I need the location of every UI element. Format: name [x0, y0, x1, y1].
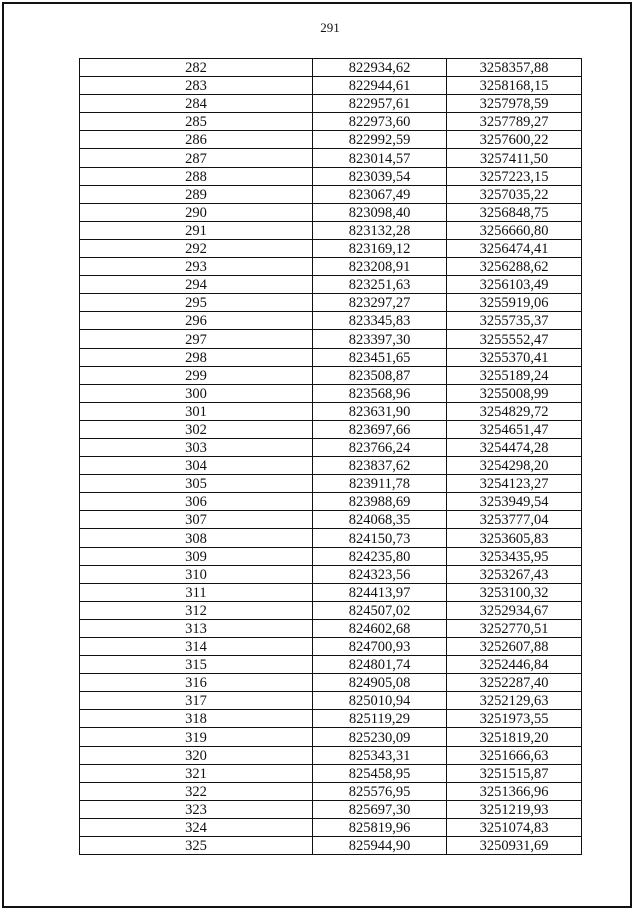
x-coordinate-cell: 823631,90: [313, 402, 447, 420]
point-number-cell: 289: [80, 185, 313, 203]
y-coordinate-cell: 3251819,20: [447, 728, 582, 746]
y-coordinate-cell: 3255552,47: [447, 330, 582, 348]
point-number-cell: 282: [80, 59, 313, 77]
table-row: [80, 185, 582, 203]
x-coordinate-cell: 825230,09: [313, 728, 447, 746]
x-coordinate-cell: 823297,27: [313, 294, 447, 312]
y-coordinate-cell: 3251515,87: [447, 764, 582, 782]
point-number-cell: 314: [80, 638, 313, 656]
y-coordinate-cell: 3256848,75: [447, 203, 582, 221]
point-number-cell: 296: [80, 312, 313, 330]
point-number-cell: 295: [80, 294, 313, 312]
y-coordinate-cell: 3257035,22: [447, 185, 582, 203]
table-row: [80, 77, 582, 95]
point-number-cell: 284: [80, 95, 313, 113]
table-row: [80, 95, 582, 113]
point-number-cell: 313: [80, 619, 313, 637]
y-coordinate-cell: 3257411,50: [447, 149, 582, 167]
x-coordinate-cell: 822934,62: [313, 59, 447, 77]
x-coordinate-cell: 824235,80: [313, 547, 447, 565]
table-row: [80, 547, 582, 565]
y-coordinate-cell: 3255919,06: [447, 294, 582, 312]
x-coordinate-cell: 822957,61: [313, 95, 447, 113]
y-coordinate-cell: 3254829,72: [447, 402, 582, 420]
table-row: [80, 294, 582, 312]
point-number-cell: 285: [80, 113, 313, 131]
x-coordinate-cell: 825343,31: [313, 746, 447, 764]
point-number-cell: 309: [80, 547, 313, 565]
table-row: [80, 583, 582, 601]
y-coordinate-cell: 3257978,59: [447, 95, 582, 113]
point-number-cell: 287: [80, 149, 313, 167]
y-coordinate-cell: 3252129,63: [447, 692, 582, 710]
table-row: [80, 764, 582, 782]
y-coordinate-cell: 3253949,54: [447, 493, 582, 511]
y-coordinate-cell: 3253777,04: [447, 511, 582, 529]
point-number-cell: 311: [80, 583, 313, 601]
table-row: [80, 746, 582, 764]
point-number-cell: 307: [80, 511, 313, 529]
table-row: [80, 565, 582, 583]
point-number-cell: 316: [80, 674, 313, 692]
table-row: [80, 167, 582, 185]
point-number-cell: 310: [80, 565, 313, 583]
point-number-cell: 322: [80, 782, 313, 800]
point-number-cell: 305: [80, 475, 313, 493]
y-coordinate-cell: 3256660,80: [447, 221, 582, 239]
y-coordinate-cell: 3250931,69: [447, 837, 582, 855]
table-row: [80, 511, 582, 529]
y-coordinate-cell: 3257789,27: [447, 113, 582, 131]
table-row: [80, 438, 582, 456]
y-coordinate-cell: 3251074,83: [447, 818, 582, 836]
table-row: [80, 674, 582, 692]
x-coordinate-cell: 825944,90: [313, 837, 447, 855]
point-number-cell: 292: [80, 239, 313, 257]
table-row: [80, 638, 582, 656]
y-coordinate-cell: 3254298,20: [447, 457, 582, 475]
table-row: [80, 203, 582, 221]
x-coordinate-cell: 824602,68: [313, 619, 447, 637]
table-row: [80, 800, 582, 818]
table-row: [80, 131, 582, 149]
x-coordinate-cell: 824700,93: [313, 638, 447, 656]
table-row: [80, 366, 582, 384]
x-coordinate-cell: 824323,56: [313, 565, 447, 583]
y-coordinate-cell: 3251219,93: [447, 800, 582, 818]
y-coordinate-cell: 3255008,99: [447, 384, 582, 402]
y-coordinate-cell: 3256288,62: [447, 258, 582, 276]
table-row: [80, 113, 582, 131]
point-number-cell: 303: [80, 438, 313, 456]
y-coordinate-cell: 3257223,15: [447, 167, 582, 185]
point-number-cell: 291: [80, 221, 313, 239]
x-coordinate-cell: 823039,54: [313, 167, 447, 185]
x-coordinate-cell: 823568,96: [313, 384, 447, 402]
table-row: [80, 656, 582, 674]
point-number-cell: 317: [80, 692, 313, 710]
table-row: [80, 149, 582, 167]
page-number: 291: [320, 20, 340, 35]
table-row: [80, 420, 582, 438]
coordinates-table-body: [80, 59, 582, 855]
x-coordinate-cell: 823397,30: [313, 330, 447, 348]
x-coordinate-cell: 825819,96: [313, 818, 447, 836]
point-number-cell: 283: [80, 77, 313, 95]
x-coordinate-cell: 824905,08: [313, 674, 447, 692]
point-number-cell: 323: [80, 800, 313, 818]
y-coordinate-cell: 3254474,28: [447, 438, 582, 456]
y-coordinate-cell: 3251666,63: [447, 746, 582, 764]
x-coordinate-cell: 823132,28: [313, 221, 447, 239]
y-coordinate-cell: 3252934,67: [447, 601, 582, 619]
table-row: [80, 475, 582, 493]
point-number-cell: 302: [80, 420, 313, 438]
y-coordinate-cell: 3252446,84: [447, 656, 582, 674]
x-coordinate-cell: 823098,40: [313, 203, 447, 221]
y-coordinate-cell: 3258357,88: [447, 59, 582, 77]
x-coordinate-cell: 824150,73: [313, 529, 447, 547]
x-coordinate-cell: 823208,91: [313, 258, 447, 276]
x-coordinate-cell: 823697,66: [313, 420, 447, 438]
y-coordinate-cell: 3256474,41: [447, 239, 582, 257]
x-coordinate-cell: 822973,60: [313, 113, 447, 131]
x-coordinate-cell: 823766,24: [313, 438, 447, 456]
x-coordinate-cell: 825119,29: [313, 710, 447, 728]
x-coordinate-cell: 823508,87: [313, 366, 447, 384]
x-coordinate-cell: 823251,63: [313, 276, 447, 294]
point-number-cell: 299: [80, 366, 313, 384]
x-coordinate-cell: 824801,74: [313, 656, 447, 674]
y-coordinate-cell: 3252287,40: [447, 674, 582, 692]
table-row: [80, 59, 582, 77]
y-coordinate-cell: 3251366,96: [447, 782, 582, 800]
table-row: [80, 402, 582, 420]
point-number-cell: 306: [80, 493, 313, 511]
table-row: [80, 619, 582, 637]
y-coordinate-cell: 3252607,88: [447, 638, 582, 656]
table-row: [80, 782, 582, 800]
table-row: [80, 276, 582, 294]
x-coordinate-cell: 824413,97: [313, 583, 447, 601]
x-coordinate-cell: 823169,12: [313, 239, 447, 257]
x-coordinate-cell: 822992,59: [313, 131, 447, 149]
y-coordinate-cell: 3252770,51: [447, 619, 582, 637]
point-number-cell: 321: [80, 764, 313, 782]
point-number-cell: 304: [80, 457, 313, 475]
y-coordinate-cell: 3258168,15: [447, 77, 582, 95]
table-row: [80, 710, 582, 728]
table-row: [80, 384, 582, 402]
x-coordinate-cell: 824068,35: [313, 511, 447, 529]
point-number-cell: 297: [80, 330, 313, 348]
x-coordinate-cell: 823451,65: [313, 348, 447, 366]
y-coordinate-cell: 3257600,22: [447, 131, 582, 149]
x-coordinate-cell: 823014,57: [313, 149, 447, 167]
table-row: [80, 601, 582, 619]
point-number-cell: 318: [80, 710, 313, 728]
x-coordinate-cell: 825458,95: [313, 764, 447, 782]
y-coordinate-cell: 3254651,47: [447, 420, 582, 438]
table-row: [80, 529, 582, 547]
x-coordinate-cell: 825010,94: [313, 692, 447, 710]
table-row: [80, 837, 582, 855]
table-row: [80, 221, 582, 239]
x-coordinate-cell: 823988,69: [313, 493, 447, 511]
point-number-cell: 300: [80, 384, 313, 402]
point-number-cell: 290: [80, 203, 313, 221]
y-coordinate-cell: 3255370,41: [447, 348, 582, 366]
y-coordinate-cell: 3255735,37: [447, 312, 582, 330]
point-number-cell: 324: [80, 818, 313, 836]
point-number-cell: 301: [80, 402, 313, 420]
point-number-cell: 312: [80, 601, 313, 619]
point-number-cell: 293: [80, 258, 313, 276]
table-row: [80, 348, 582, 366]
y-coordinate-cell: 3255189,24: [447, 366, 582, 384]
table-row: [80, 728, 582, 746]
table-row: [80, 457, 582, 475]
table-row: [80, 239, 582, 257]
table-row: [80, 330, 582, 348]
y-coordinate-cell: 3254123,27: [447, 475, 582, 493]
y-coordinate-cell: 3251973,55: [447, 710, 582, 728]
table-row: [80, 692, 582, 710]
point-number-cell: 319: [80, 728, 313, 746]
table-row: [80, 312, 582, 330]
x-coordinate-cell: 824507,02: [313, 601, 447, 619]
point-number-cell: 325: [80, 837, 313, 855]
table-row: [80, 818, 582, 836]
x-coordinate-cell: 823837,62: [313, 457, 447, 475]
x-coordinate-cell: 823345,83: [313, 312, 447, 330]
x-coordinate-cell: 822944,61: [313, 77, 447, 95]
point-number-cell: 315: [80, 656, 313, 674]
y-coordinate-cell: 3253100,32: [447, 583, 582, 601]
x-coordinate-cell: 825576,95: [313, 782, 447, 800]
point-number-cell: 294: [80, 276, 313, 294]
x-coordinate-cell: 823067,49: [313, 185, 447, 203]
y-coordinate-cell: 3256103,49: [447, 276, 582, 294]
y-coordinate-cell: 3253435,95: [447, 547, 582, 565]
point-number-cell: 298: [80, 348, 313, 366]
x-coordinate-cell: 825697,30: [313, 800, 447, 818]
y-coordinate-cell: 3253267,43: [447, 565, 582, 583]
point-number-cell: 286: [80, 131, 313, 149]
point-number-cell: 320: [80, 746, 313, 764]
point-number-cell: 288: [80, 167, 313, 185]
table-row: [80, 258, 582, 276]
point-number-cell: 308: [80, 529, 313, 547]
table-row: [80, 493, 582, 511]
x-coordinate-cell: 823911,78: [313, 475, 447, 493]
y-coordinate-cell: 3253605,83: [447, 529, 582, 547]
coordinates-table: [79, 58, 582, 855]
